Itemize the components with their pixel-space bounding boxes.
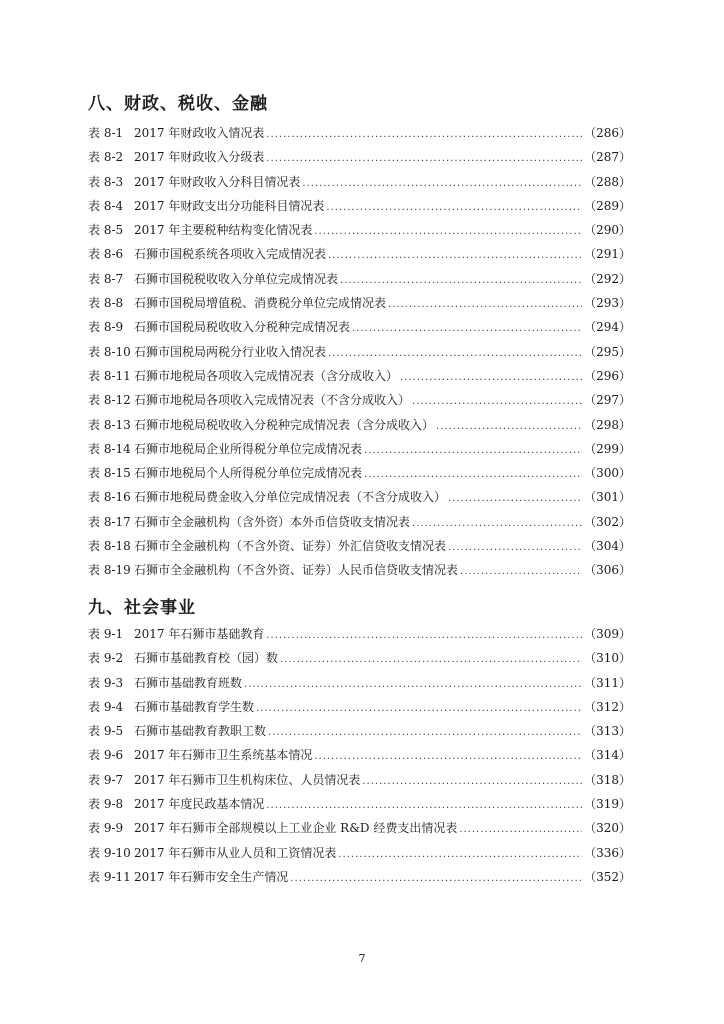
entry-title: 石狮市地税局各项收入完成情况表（含分成收入） — [134, 368, 399, 383]
table-number: 表 8-7 — [88, 271, 124, 286]
toc-entry[interactable] — [88, 124, 631, 148]
entry-page: （290） — [584, 223, 631, 238]
toc-list — [88, 124, 631, 586]
toc-entry[interactable] — [88, 391, 631, 415]
entry-title: 石狮市国税税收收入分单位完成情况表 — [134, 271, 339, 286]
table-number: 表 8-11 — [88, 368, 131, 383]
table-number: 表 9-3 — [88, 675, 124, 690]
page-number: 7 — [358, 952, 366, 965]
dot-leader — [352, 323, 582, 334]
entry-title: 2017 年石狮市基础教育 — [134, 627, 265, 641]
table-number: 表 8-13 — [88, 417, 131, 432]
table-number: 表 8-16 — [88, 490, 131, 505]
toc-entry[interactable] — [88, 537, 631, 561]
entry-title: 石狮市地税局费金收入分单位完成情况表（不含分成收入） — [134, 490, 447, 505]
entry-page: （306） — [584, 563, 631, 578]
entry-page: （314） — [584, 748, 631, 763]
entry-page: （297） — [584, 393, 631, 408]
table-number: 表 9-7 — [88, 772, 124, 787]
dot-leader — [314, 226, 582, 237]
section-heading: 八、财政、税收、金融 — [88, 94, 268, 114]
dot-leader — [338, 849, 582, 860]
table-number: 表 8-4 — [88, 198, 124, 213]
dot-leader — [244, 679, 582, 690]
table-number: 表 8-5 — [88, 223, 124, 238]
dot-leader — [448, 493, 582, 504]
entry-title: 石狮市全金融机构（不含外资、证券）外汇信贷收支情况表 — [134, 539, 447, 554]
entry-title: 2017 年财政收入情况表 — [134, 126, 265, 140]
toc-entry[interactable] — [88, 245, 631, 269]
toc-entry[interactable] — [88, 795, 631, 819]
toc-entry[interactable] — [88, 844, 631, 868]
toc-entry[interactable] — [88, 819, 631, 843]
toc-entry[interactable] — [88, 722, 631, 746]
dot-leader — [460, 566, 582, 577]
entry-title: 石狮市全金融机构（不含外资、证券）人民币信贷收支情况表 — [134, 563, 459, 578]
entry-page: （310） — [584, 651, 631, 666]
dot-leader — [459, 824, 582, 835]
dot-leader — [328, 250, 582, 261]
entry-title: 2017 年石狮市从业人员和工资情况表 — [134, 845, 337, 860]
entry-title: 2017 年石狮市卫生机构床位、人员情况表 — [134, 772, 361, 787]
toc-entry[interactable] — [88, 367, 631, 391]
entry-page: （336） — [584, 845, 631, 860]
entry-title: 石狮市地税局企业所得税分单位完成情况表 — [134, 441, 363, 456]
dot-leader — [326, 202, 582, 213]
entry-title: 2017 年石狮市卫生系统基本情况 — [134, 748, 313, 763]
entry-page: （295） — [584, 344, 631, 359]
table-number: 表 8-3 — [88, 174, 124, 189]
table-number: 表 8-1 — [88, 126, 124, 140]
entry-page: （304） — [584, 539, 631, 554]
table-number: 表 8-17 — [88, 514, 131, 529]
toc-entry[interactable] — [88, 270, 631, 294]
toc-entry[interactable] — [88, 173, 631, 197]
table-number: 表 9-4 — [88, 699, 124, 714]
entry-page: （309） — [584, 627, 631, 641]
toc-entry[interactable] — [88, 868, 631, 892]
entry-title: 石狮市国税局增值税、消费税分单位完成情况表 — [134, 296, 387, 311]
toc-entry[interactable] — [88, 649, 631, 673]
dot-leader — [362, 776, 582, 787]
toc-entry[interactable] — [88, 698, 631, 722]
entry-title: 石狮市基础教育校（园）数 — [134, 651, 279, 666]
table-number: 表 9-8 — [88, 797, 124, 812]
table-number: 表 9-2 — [88, 651, 124, 666]
entry-page: （319） — [584, 797, 631, 812]
dot-leader — [436, 421, 582, 432]
table-number: 表 9-9 — [88, 821, 124, 836]
entry-page: （301） — [584, 490, 631, 505]
entry-title: 石狮市基础教育班数 — [134, 675, 243, 690]
dot-leader — [256, 703, 582, 714]
entry-page: （289） — [584, 198, 631, 213]
entry-title: 2017 年度民政基本情况 — [134, 797, 265, 812]
toc-entry[interactable] — [88, 294, 631, 318]
dot-leader — [266, 129, 582, 140]
table-number: 表 8-9 — [88, 320, 124, 335]
entry-page: （293） — [584, 296, 631, 311]
table-number: 表 8-2 — [88, 150, 124, 165]
dot-leader — [268, 727, 582, 738]
dot-leader — [412, 518, 582, 529]
table-number: 表 8-18 — [88, 539, 131, 554]
dot-leader — [364, 469, 582, 480]
entry-page: （296） — [584, 368, 631, 383]
toc-entry[interactable] — [88, 148, 631, 172]
section-heading: 九、社会事业 — [88, 598, 196, 618]
dot-leader — [266, 153, 582, 164]
entry-title: 石狮市地税局个人所得税分单位完成情况表 — [134, 466, 363, 481]
entry-page: （292） — [584, 271, 631, 286]
entry-page: （313） — [584, 724, 631, 739]
table-number: 表 8-12 — [88, 393, 131, 408]
entry-page: （312） — [584, 699, 631, 714]
dot-leader — [448, 542, 582, 553]
table-number: 表 8-8 — [88, 296, 124, 311]
toc-entry[interactable] — [88, 416, 631, 440]
entry-title: 2017 年财政收入分级表 — [134, 150, 265, 165]
dot-leader — [266, 800, 582, 811]
table-number: 表 8-10 — [88, 344, 131, 359]
toc-entry[interactable] — [88, 464, 631, 488]
entry-title: 石狮市国税系统各项收入完成情况表 — [134, 247, 327, 262]
dot-leader — [290, 873, 582, 884]
toc-entry[interactable] — [88, 440, 631, 464]
table-number: 表 9-5 — [88, 724, 124, 739]
entry-title: 石狮市国税局两税分行业收入情况表 — [134, 344, 327, 359]
entry-page: （320） — [584, 821, 631, 836]
table-number: 表 8-14 — [88, 441, 131, 456]
toc-entry[interactable] — [88, 488, 631, 512]
entry-title: 2017 年主要税种结构变化情况表 — [134, 223, 313, 238]
entry-title: 石狮市地税局各项收入完成情况表（不含分成收入） — [134, 393, 411, 408]
entry-title: 石狮市基础教育学生数 — [134, 699, 255, 714]
table-number: 表 8-15 — [88, 466, 131, 481]
table-number: 表 9-11 — [88, 869, 131, 884]
entry-title: 2017 年财政收入分科目情况表 — [134, 174, 301, 189]
entry-page: （318） — [584, 772, 631, 787]
table-number: 表 9-1 — [88, 627, 124, 641]
toc-entry[interactable] — [88, 625, 631, 649]
entry-page: （352） — [584, 869, 631, 884]
toc-entry[interactable] — [88, 318, 631, 342]
entry-page: （299） — [584, 441, 631, 456]
toc-entry[interactable] — [88, 561, 631, 585]
entry-page: （300） — [584, 466, 631, 481]
entry-title: 石狮市基础教育教职工数 — [134, 724, 267, 739]
entry-title: 石狮市地税局税收收入分税种完成情况表（含分成收入） — [134, 417, 435, 432]
dot-leader — [364, 445, 582, 456]
dot-leader — [400, 372, 582, 383]
toc-list — [88, 625, 631, 892]
toc-entry[interactable] — [88, 221, 631, 245]
dot-leader — [266, 630, 582, 641]
entry-page: （298） — [584, 417, 631, 432]
entry-page: （311） — [584, 675, 631, 690]
entry-page: （291） — [584, 247, 631, 262]
toc-entry[interactable] — [88, 513, 631, 537]
entry-page: （287） — [584, 150, 631, 165]
toc-entry[interactable] — [88, 746, 631, 770]
dot-leader — [314, 751, 582, 762]
entry-title: 2017 年石狮市全部规模以上工业企业 R&D 经费支出情况表 — [134, 821, 458, 836]
dot-leader — [280, 654, 582, 665]
dot-leader — [388, 299, 582, 310]
entry-page: （286） — [584, 126, 631, 140]
entry-title: 2017 年财政支出分功能科目情况表 — [134, 198, 325, 213]
dot-leader — [340, 275, 582, 286]
toc-entry[interactable] — [88, 343, 631, 367]
dot-leader — [328, 348, 582, 359]
entry-page: （294） — [584, 320, 631, 335]
table-number: 表 8-6 — [88, 247, 124, 262]
table-number: 表 9-10 — [88, 845, 131, 860]
entry-title: 2017 年石狮市安全生产情况 — [134, 869, 289, 884]
dot-leader — [412, 396, 582, 407]
toc-entry[interactable] — [88, 197, 631, 221]
entry-page: （288） — [584, 174, 631, 189]
entry-page: （302） — [584, 514, 631, 529]
table-number: 表 8-19 — [88, 563, 131, 578]
toc-entry[interactable] — [88, 674, 631, 698]
entry-title: 石狮市国税局税收收入分税种完成情况表 — [134, 320, 351, 335]
toc-entry[interactable] — [88, 771, 631, 795]
dot-leader — [302, 178, 582, 189]
entry-title: 石狮市全金融机构（含外资）本外币信贷收支情况表 — [134, 514, 411, 529]
table-number: 表 9-6 — [88, 748, 124, 763]
